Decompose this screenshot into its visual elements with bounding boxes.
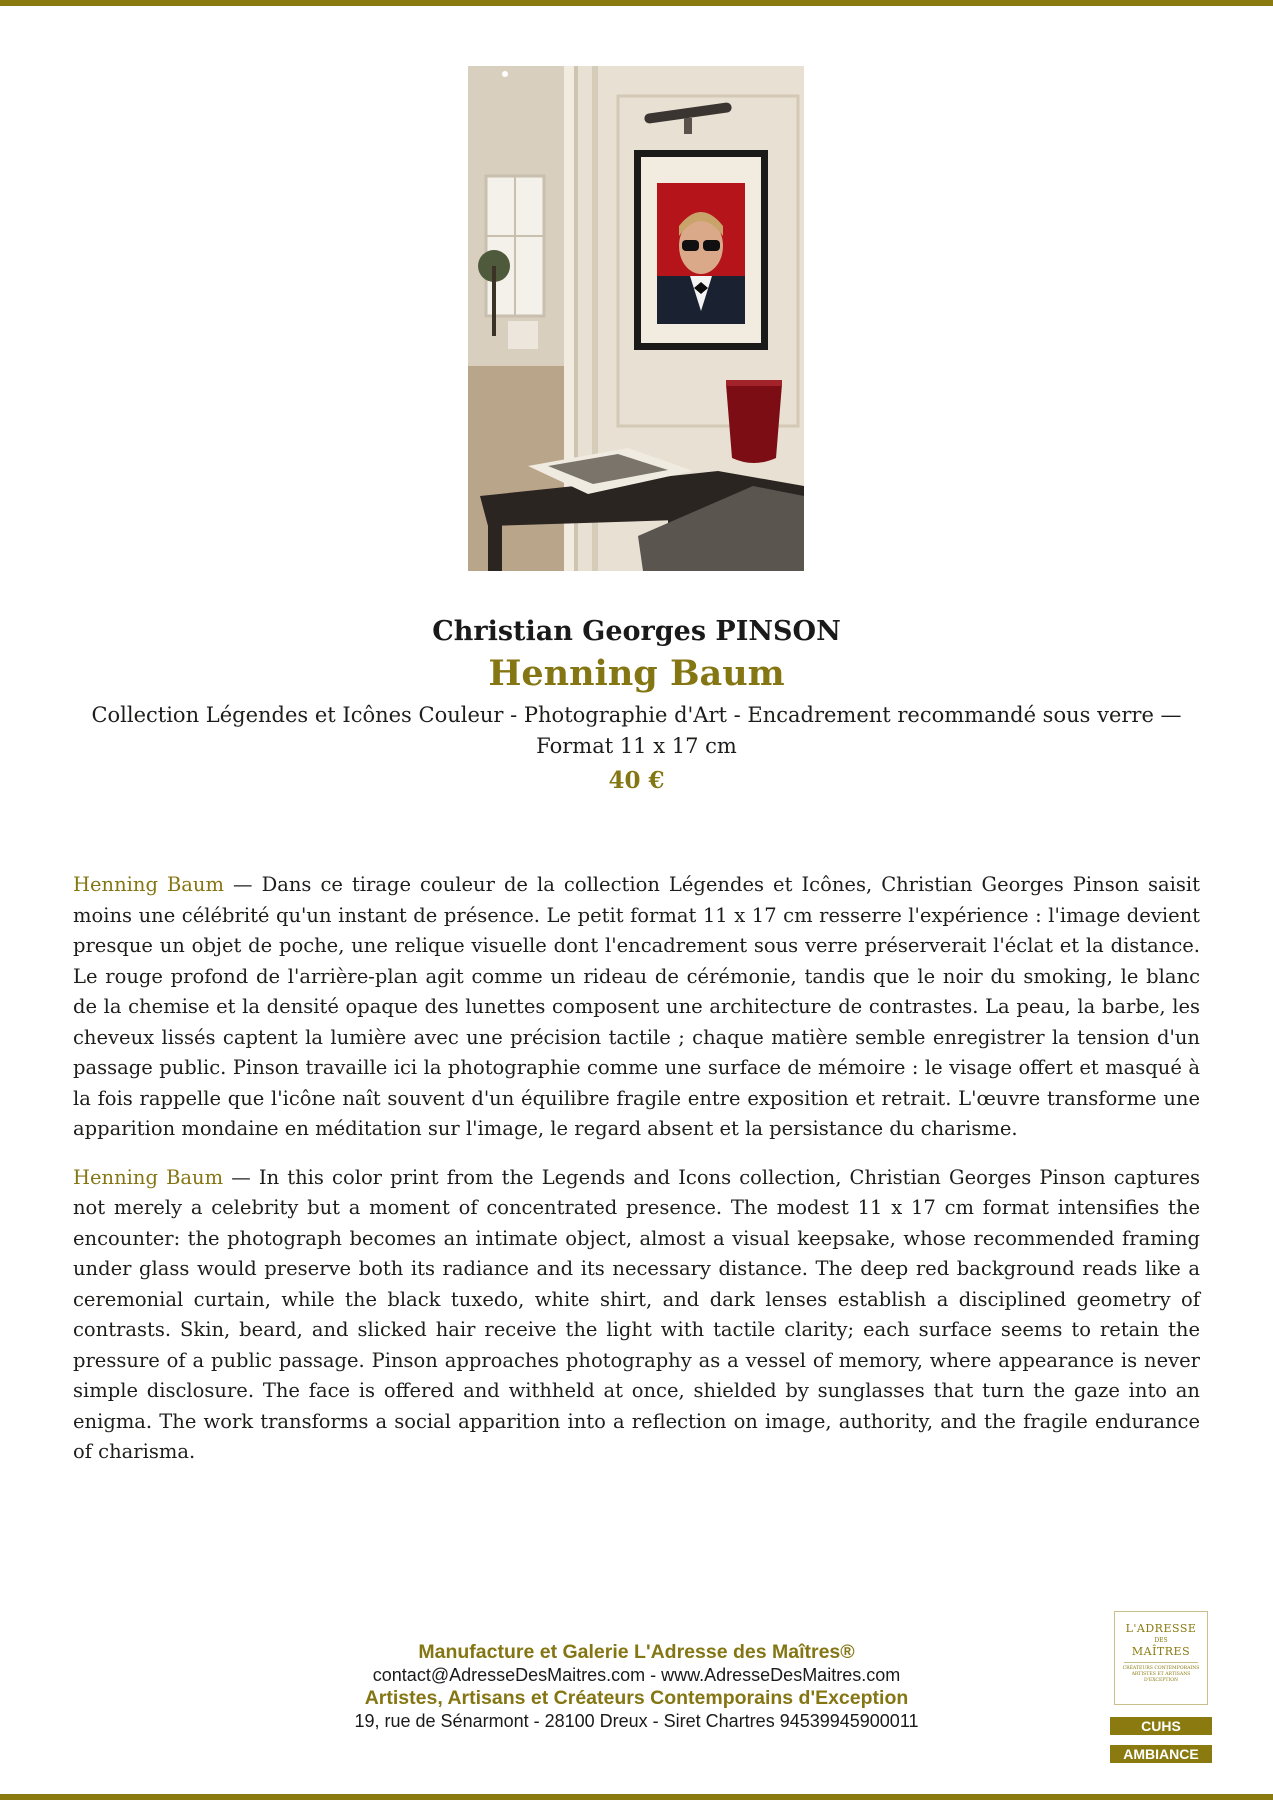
logo-rule xyxy=(1124,1662,1198,1663)
bottom-border xyxy=(0,1794,1273,1800)
description-english xyxy=(73,1163,1200,1468)
footer-address: 19, rue de Sénarmont - 28100 Dreux - Siret Chartres 94539945900011 xyxy=(354,1711,919,1731)
artwork-description xyxy=(73,870,1200,1486)
artwork-title: Henning Baum xyxy=(488,653,785,694)
footer-tagline: Artistes, Artisans et Créateurs Contemporains d'Exception xyxy=(364,1687,909,1709)
artwork-subtitle: Collection Légendes et Icônes Couleur - Photographie d'Art - Encadrement recommandé sous verre — Format 11 x 17 cm xyxy=(91,703,1182,758)
badge-ambiance: AMBIANCE xyxy=(1110,1745,1212,1763)
description-french-lead: Henning Baum xyxy=(73,873,224,896)
description-english-lead: Henning Baum xyxy=(73,1165,224,1189)
logo-line-4: CRÉATEURS CONTEMPORAINS ARTISTES ET ARTISANS D'EXCEPTION xyxy=(1122,1666,1200,1683)
artist-name: Christian Georges PINSON xyxy=(432,616,841,647)
description-french-text: — Dans ce tirage couleur de la collection Légendes et Icônes, Christian Georges Pinson saisit moins une célébrité qu'un instant de présence. Le petit format 11 x 17 cm resserre l'expérience : l'image devient presque un objet de poche, une relique visuelle dont l'encadrement sous verre préserverait l'éclat et la distance. Le rouge profond de l'arrière-plan agit comme un rideau de cérémonie, tandis que le noir du smoking, le blanc de la chemise et la densité opaque des lunettes composent une architecture de contrastes. La peau, la barbe, les cheveux lissés captent la lumière avec une précision tactile ; chaque matière semble enregistrer la tension d'un passage public. Pinson travaille ici la photographie comme une surface de mémoire : le visage offert et masqué à la fois rappelle que l'icône naît souvent d'un équilibre fragile entre exposition et retrait. L'œuvre transforme une apparition mondaine en méditation sur l'image, le regard absent et la persistance du charisme. xyxy=(73,873,1200,1140)
footer xyxy=(273,1640,1000,1732)
logo-line-2: DES xyxy=(1154,1637,1168,1644)
footer-contact: contact@AdresseDesMaitres.com - www.AdresseDesMaitres.com xyxy=(372,1665,901,1685)
artwork-header xyxy=(0,612,1273,798)
artwork-price: 40 € xyxy=(608,767,665,794)
gallery-logo xyxy=(1114,1611,1208,1705)
footer-company: Manufacture et Galerie L'Adresse des Maîtres® xyxy=(418,1641,855,1663)
logo-line-1: L'ADRESSE xyxy=(1125,1622,1197,1635)
description-french xyxy=(73,870,1200,1145)
logo-line-3: MAÎTRES xyxy=(1131,1645,1191,1658)
artwork-ambiance-photo xyxy=(468,66,804,571)
description-english-text: — In this color print from the Legends and Icons collection, Christian Georges Pinson captures not merely a celebrity but a moment of concentrated presence. The modest 11 x 17 cm format intensifies the encounter: the photograph becomes an intimate object, almost a visual keepsake, whose recommended framing under glass would preserve both its radiance and its necessary distance. The deep red background reads like a ceremonial curtain, while the black tuxedo, white shirt, and dark lenses establish a disciplined geometry of contrasts. Skin, beard, and slicked hair receive the light with tactile clarity; each surface seems to retain the pressure of a public passage. Pinson approaches photography as a vessel of memory, where appearance is never simple disclosure. The face is offered and withheld at once, shielded by sunglasses that turn the gaze into an enigma. The work transforms a social apparition into a reflection on image, authority, and the fragile endurance of charisma. xyxy=(73,1165,1200,1463)
badge-cuhs: CUHS xyxy=(1110,1717,1212,1735)
top-border xyxy=(0,0,1273,6)
